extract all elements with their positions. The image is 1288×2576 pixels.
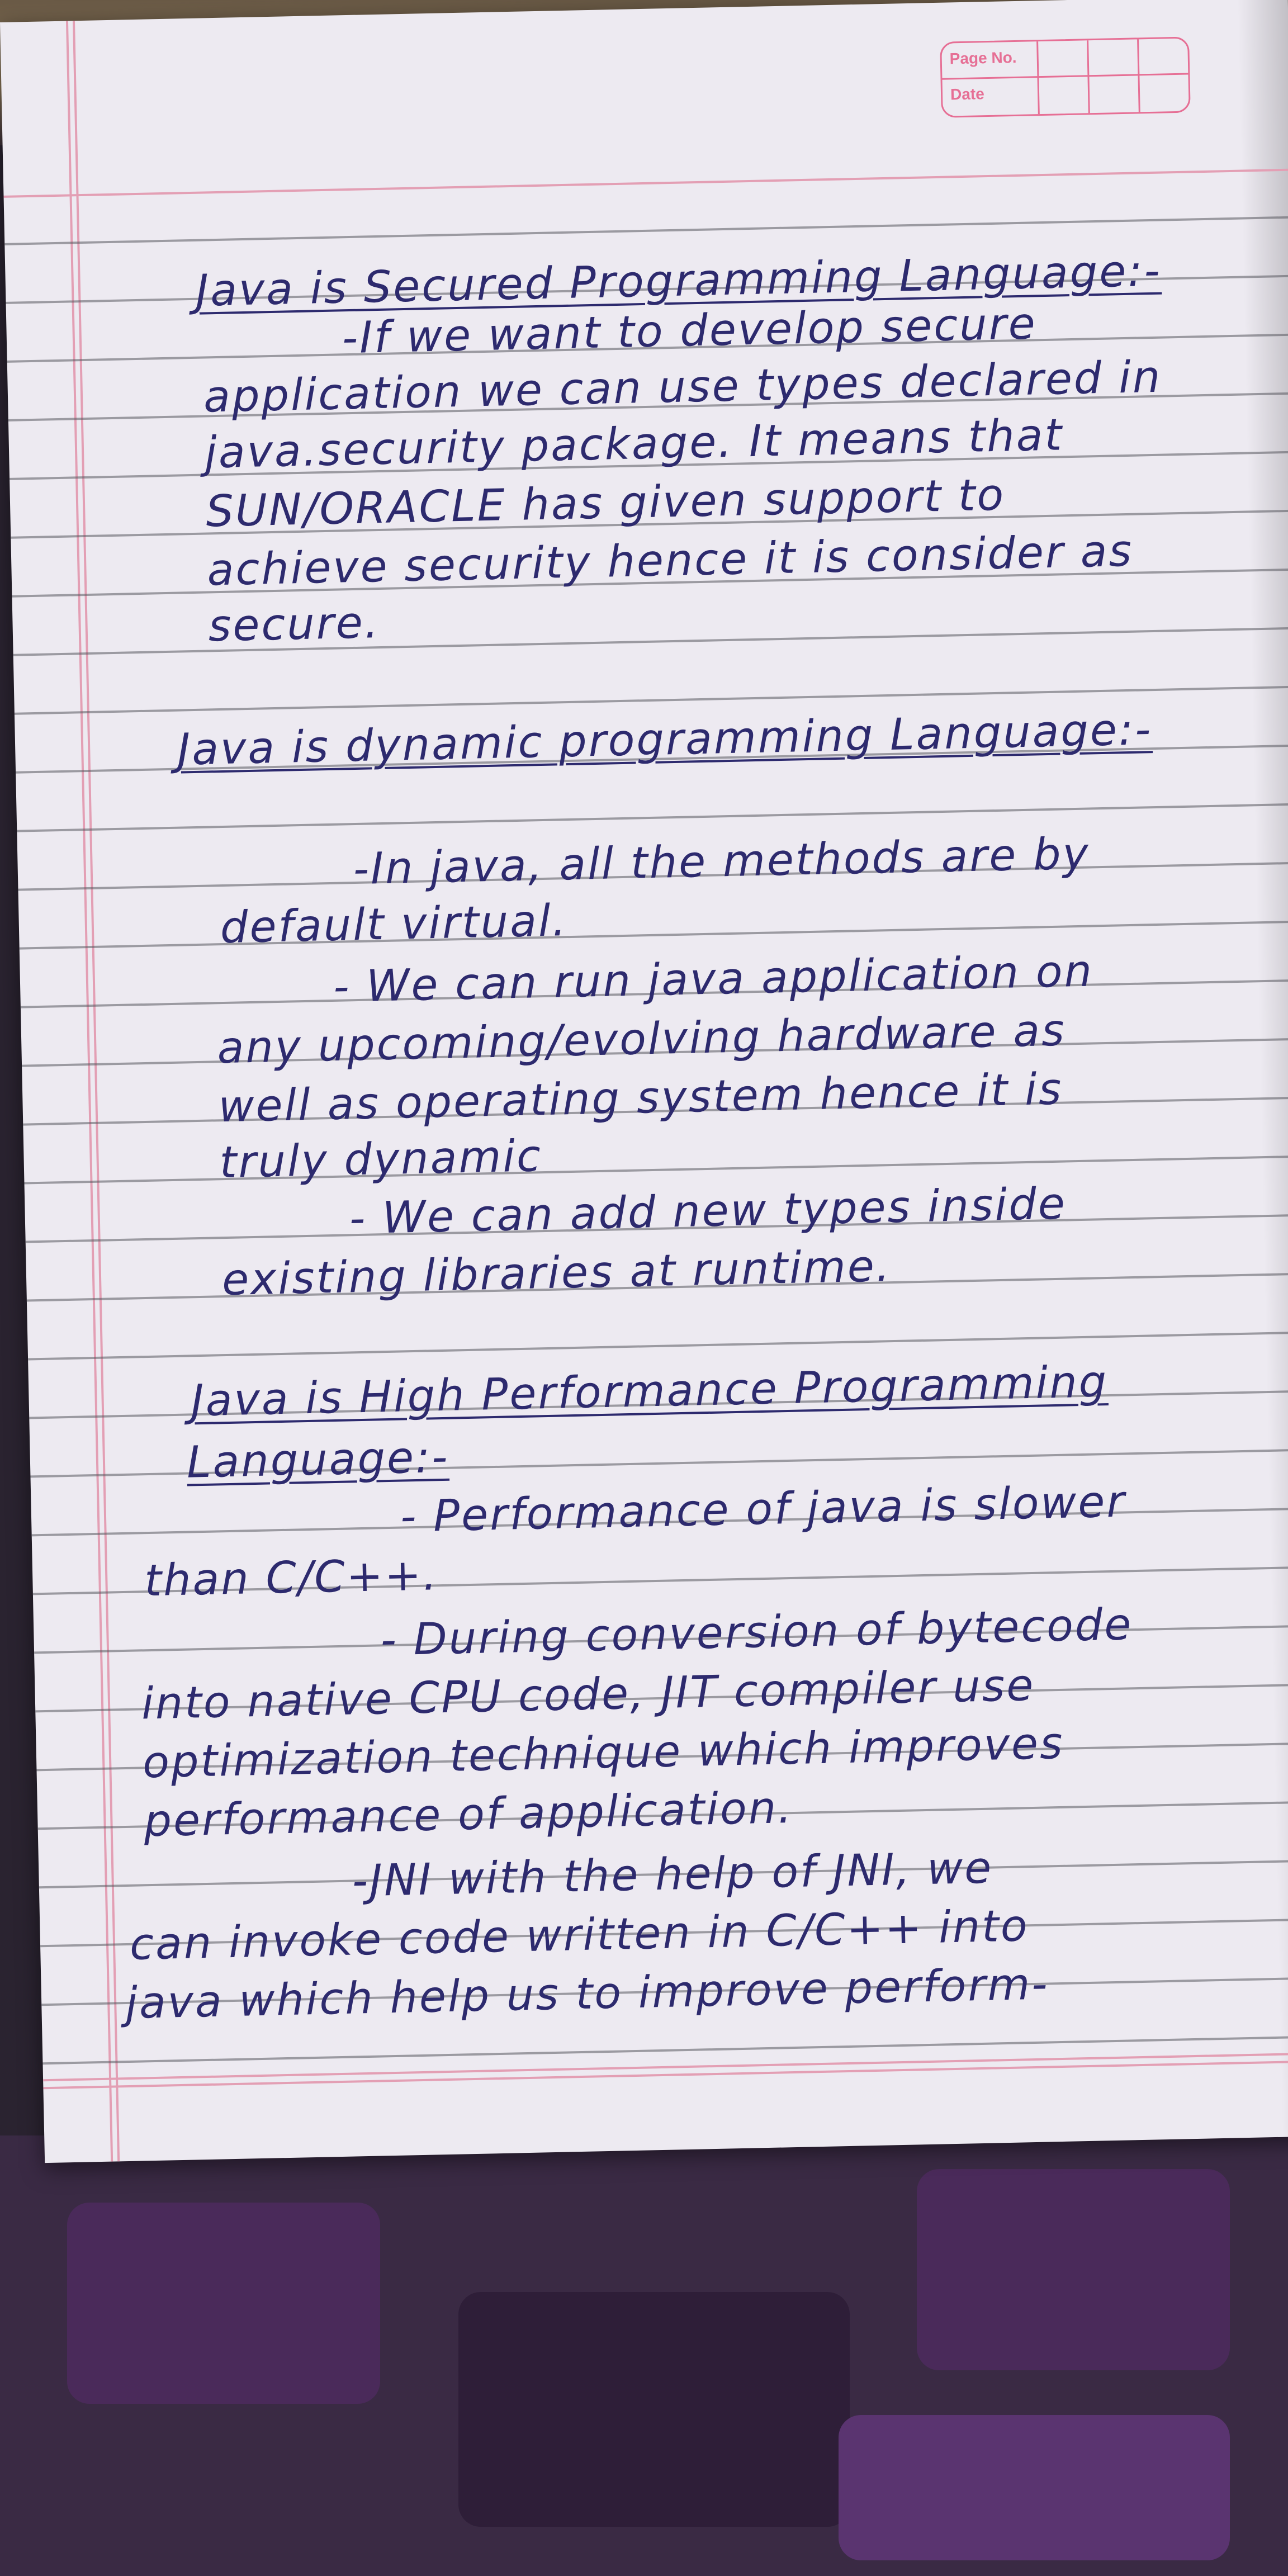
note-line: any upcoming/evolving hardware as <box>216 1005 1067 1074</box>
ruled-line <box>42 2035 1288 2064</box>
note-line: SUN/ORACLE has given support to <box>205 470 1006 537</box>
box-divider <box>942 73 1188 80</box>
section-heading: Java is High Performance Programming <box>190 1357 1109 1427</box>
note-line: than C/C++. <box>144 1550 439 1607</box>
note-line: existing libraries at runtime. <box>221 1241 892 1306</box>
note-line: can invoke code written in C/C++ into <box>129 1901 1030 1970</box>
page-curl-shadow <box>1238 0 1288 2137</box>
note-line: secure. <box>207 598 381 652</box>
note-line: - We can add new types inside <box>349 1178 1067 1244</box>
ruled-line <box>20 920 1288 949</box>
section-heading: Language:- <box>186 1432 450 1488</box>
note-line: achieve security hence it is consider as <box>206 525 1134 596</box>
note-line: performance of application. <box>143 1782 794 1847</box>
top-margin-line <box>3 169 1288 198</box>
note-line: -JNI with the help of JNI, we <box>351 1843 993 1907</box>
ruled-line <box>17 803 1288 832</box>
carpet-pattern <box>458 2292 850 2527</box>
left-margin-line <box>66 21 113 2161</box>
background-carpet <box>0 2135 1288 2576</box>
ruled-line <box>4 216 1288 245</box>
note-line: default virtual. <box>220 896 569 954</box>
section-heading: Java is dynamic programming Language:- <box>177 704 1153 775</box>
note-line: java.security package. It means that <box>204 410 1064 479</box>
note-line: - Performance of java is slower <box>400 1476 1127 1542</box>
note-line: -If we want to develop secure <box>342 299 1038 364</box>
note-line: - During conversion of bytecode <box>380 1599 1134 1666</box>
carpet-pattern <box>67 2203 380 2404</box>
date-label: Date <box>950 85 985 103</box>
carpet-pattern <box>917 2169 1230 2370</box>
note-line: application we can use types declared in <box>203 352 1163 423</box>
note-line: into native CPU code, JIT compiler use <box>141 1660 1036 1730</box>
note-line: -In java, all the methods are by <box>352 828 1091 895</box>
note-line: java which help us to improve perform- <box>125 1959 1050 2029</box>
note-line: - We can run java application on <box>333 946 1094 1012</box>
section-heading: Java is Secured Programming Language:- <box>195 245 1162 316</box>
page-date-box <box>940 36 1191 117</box>
box-divider <box>1137 39 1140 112</box>
carpet-pattern <box>839 2415 1230 2560</box>
ruled-line <box>24 1155 1288 1184</box>
page-no-label: Page No. <box>949 48 1017 68</box>
box-divider <box>1087 40 1090 113</box>
note-line: well as operating system hence it is <box>217 1064 1064 1133</box>
ruled-line <box>13 627 1288 656</box>
left-margin-line <box>73 21 120 2161</box>
note-line: optimization technique which improves <box>142 1718 1065 1788</box>
box-divider <box>1036 41 1040 114</box>
bottom-margin-line <box>43 2060 1288 2089</box>
note-line: truly dynamic <box>219 1131 543 1188</box>
